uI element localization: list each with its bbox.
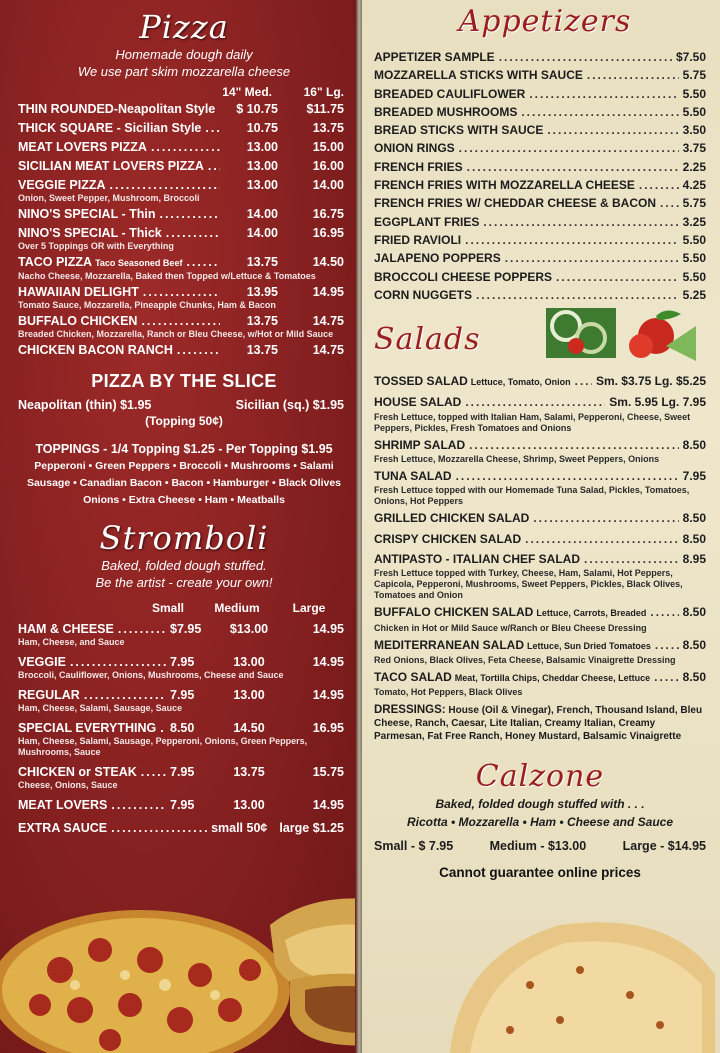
appetizer-row	[374, 268, 706, 286]
col-large: Large	[292, 601, 326, 615]
salad-desc: Fresh Lettuce topped with our Homemade Tuna Salad, Pickles, Tomatoes, Onions, Hot Peppers	[374, 485, 690, 507]
toppings-line: Pepperoni • Green Peppers • Broccoli • Mushrooms • Salami	[34, 460, 334, 472]
appetizer-name: FRENCH FRIES W/ CHEDDAR CHEESE & BACON	[374, 196, 657, 211]
salad-price: Sm. $3.75 Lg. $5.25	[595, 374, 706, 389]
stromboli-row	[18, 654, 350, 671]
dressings-label: DRESSINGS:	[374, 704, 446, 717]
pizza-price-lg: 16.75	[312, 207, 344, 221]
pizza-name: NINO'S SPECIAL - Thin	[18, 207, 156, 221]
pizza-item	[18, 158, 350, 175]
pizza-item	[18, 139, 350, 156]
stromboli-desc: Cheese, Onions, Sauce	[18, 780, 118, 790]
dressings-text: House (Oil & Vinegar), French, Thousand Island, Bleu Cheese, Ranch, Caesar, Lite Italian, Creamy Italian, Creamy Parmesan, Fat Free Ranch, Honey Mustard, Balsamic Vinaigrette	[374, 705, 703, 743]
appetizer-row	[374, 103, 706, 121]
pizza-price-lg: 14.95	[312, 285, 344, 299]
calzone-large: Large - $14.95	[622, 839, 706, 854]
pizza-price-med: 10.75	[246, 121, 278, 135]
salad-item	[374, 636, 706, 666]
salad-name: TUNA SALAD	[374, 469, 452, 484]
slice-neapolitan: Neapolitan (thin) $1.95	[18, 398, 152, 412]
appetizer-name: FRENCH FRIES WITH MOZZARELLA CHEESE	[374, 178, 635, 193]
stromboli-item	[18, 764, 350, 791]
salad-name: TACO SALAD	[374, 669, 452, 684]
dressings	[374, 704, 706, 743]
salad-row	[374, 550, 706, 568]
stromboli-title: Stromboli	[99, 519, 269, 557]
pizza-desc: Tomato Sauce, Mozzarella, Pineapple Chunks, Ham & Bacon	[18, 300, 276, 310]
appetizer-row	[374, 194, 706, 212]
pizza-price-med: 14.00	[246, 226, 278, 240]
stromboli-item	[18, 654, 350, 681]
salad-image	[546, 306, 706, 366]
pizza-price-lg: 14.50	[312, 255, 344, 269]
pizza-name: VEGGIE PIZZA	[18, 178, 106, 192]
pizza-name: MEAT LOVERS PIZZA	[18, 140, 147, 154]
toppings-line: Sausage • Canadian Bacon • Bacon • Hamburger • Black Olives	[26, 477, 342, 489]
salad-desc: Fresh Lettuce, topped with Italian Ham, Salami, Pepperoni, Cheese, Sweet Peppers, Pickles, Fresh Tomatoes and Onions	[374, 411, 691, 433]
stromboli-price-large: 14.95	[312, 798, 344, 812]
stromboli-desc: Ham, Cheese, Salami, Sausage, Sauce	[18, 703, 183, 713]
appetizer-price: 4.25	[682, 178, 706, 193]
stromboli-price-medium: 13.00	[233, 798, 265, 812]
salad-item	[374, 509, 706, 527]
salad-row	[374, 393, 706, 411]
appetizer-name: BREADED CAULIFLOWER	[374, 86, 526, 101]
salad-price: 8.50	[682, 669, 706, 684]
salad-row	[374, 603, 706, 622]
appetizer-row	[374, 121, 706, 139]
pizza-row	[18, 206, 350, 223]
calzone-image	[440, 915, 720, 1053]
stromboli-name: MEAT LOVERS	[18, 798, 108, 812]
stromboli-item	[18, 621, 350, 648]
stromboli-price-small: 7.95	[170, 688, 195, 702]
pizza-price-med: 13.75	[246, 255, 278, 269]
salad-inline-desc: Lettuce, Carrots, Breaded	[536, 608, 647, 619]
appetizer-name: BREADED MUSHROOMS	[374, 104, 518, 119]
slice-title: PIZZA BY THE SLICE	[91, 371, 277, 391]
pizza-size-header	[18, 85, 350, 99]
stromboli-price-large: 15.75	[312, 765, 344, 779]
pizza-name: SICILIAN MEAT LOVERS PIZZA	[18, 159, 204, 173]
pizza-price-lg: 13.75	[312, 121, 344, 135]
pizza-row	[18, 284, 350, 301]
slice-topping: (Topping 50¢)	[145, 414, 223, 428]
appetizer-name: BREAD STICKS WITH SAUCE	[374, 123, 544, 138]
salads-header	[374, 314, 706, 370]
pizza-row	[18, 139, 350, 156]
salad-item	[374, 372, 706, 391]
stromboli-price-large: 14.95	[312, 688, 344, 702]
stromboli-name: VEGGIE	[18, 655, 66, 669]
salad-price: 8.50	[682, 531, 706, 546]
pizza-row	[18, 101, 350, 118]
salad-item	[374, 668, 706, 698]
salad-name: GRILLED CHICKEN SALAD	[374, 511, 530, 526]
stromboli-name: SPECIAL EVERYTHING	[18, 721, 157, 735]
salad-item	[374, 436, 706, 465]
pizza-subtitle-2: We use part skim mozzarella cheese	[77, 64, 291, 79]
salad-item	[374, 550, 706, 601]
stromboli-price-large: 14.95	[312, 655, 344, 669]
appetizer-price: $7.50	[675, 50, 706, 64]
salad-inline-desc: Meat, Tortilla Chips, Cheddar Cheese, Lettuce	[454, 672, 651, 683]
pizza-row	[18, 177, 350, 194]
salad-name: CRISPY CHICKEN SALAD	[374, 531, 522, 546]
pizza-name-note: Taco Seasoned Beef	[95, 258, 183, 268]
appetizer-name: EGGPLANT FRIES	[374, 214, 480, 229]
salad-row	[374, 509, 706, 527]
right-page	[362, 0, 720, 1053]
extra-sauce-large: large $1.25	[279, 821, 344, 835]
appetizer-name: APPETIZER SAMPLE	[374, 50, 495, 64]
appetizer-price: 3.75	[682, 141, 706, 156]
appetizer-row	[374, 231, 706, 249]
pizza-price-lg: 14.75	[312, 343, 344, 357]
pizza-row	[18, 313, 350, 330]
stromboli-subtitle-1: Baked, folded dough stuffed.	[101, 558, 267, 573]
appetizer-price: 5.75	[682, 68, 706, 83]
stromboli-desc: Ham, Cheese, and Sauce	[18, 637, 125, 647]
stromboli-price-small: $7.95	[170, 622, 202, 636]
salad-price: 8.50	[682, 605, 706, 620]
col-med: 14" Med.	[222, 85, 272, 99]
stromboli-list	[18, 621, 350, 814]
pizza-price-med: 13.95	[246, 285, 278, 299]
calzone-subtitle-1: Baked, folded dough stuffed with . . .	[435, 797, 645, 812]
appetizer-price: 5.50	[682, 232, 706, 247]
salad-price: 8.95	[682, 551, 706, 566]
stromboli-row	[18, 687, 350, 704]
appetizer-row	[374, 249, 706, 267]
salad-item	[374, 530, 706, 548]
stromboli-name: REGULAR	[18, 688, 80, 702]
pizza-row	[18, 120, 350, 137]
pizza-name: CHICKEN BACON RANCH	[18, 343, 173, 357]
price-notice: Cannot guarantee online prices	[439, 865, 641, 881]
appetizer-price: 5.50	[682, 251, 706, 266]
salad-desc: Red Onions, Black Olives, Feta Cheese, Balsamic Vinaigrette Dressing	[374, 654, 676, 665]
salad-price: 7.95	[682, 469, 706, 484]
appetizer-price: 5.50	[682, 86, 706, 101]
stromboli-item	[18, 720, 350, 758]
salad-item	[374, 467, 706, 507]
appetizer-price: 5.75	[682, 196, 706, 211]
salad-list	[374, 372, 706, 698]
appetizer-row	[374, 48, 706, 66]
calzone-title: Calzone	[475, 759, 605, 795]
pizza-row	[18, 342, 350, 359]
extra-sauce-row	[18, 820, 350, 837]
pizza-price-med: 13.75	[246, 314, 278, 328]
appetizers-title: Appetizers	[458, 4, 632, 39]
pizza-price-lg: $11.75	[306, 102, 344, 116]
stromboli-size-header	[18, 601, 350, 615]
appetizer-row	[374, 158, 706, 176]
salad-row	[374, 467, 706, 485]
pizza-price-med: 14.00	[246, 207, 278, 221]
stromboli-price-medium: 13.75	[233, 765, 265, 779]
salad-inline-desc: Lettuce, Sun Dried Tomatoes	[527, 640, 651, 651]
stromboli-row	[18, 621, 350, 638]
pizza-item	[18, 120, 350, 137]
appetizer-row	[374, 213, 706, 231]
pizza-desc: Over 5 Toppings OR with Everything	[18, 241, 174, 251]
pizza-price-lg: 14.75	[312, 314, 344, 328]
pizza-price-med: 13.75	[246, 343, 278, 357]
pizza-price-lg: 14.00	[312, 178, 344, 192]
pizza-list	[18, 101, 350, 359]
pizza-price-med: 13.00	[246, 159, 278, 173]
pizza-desc: Breaded Chicken, Mozzarella, Ranch or Bleu Cheese, w/Hot or Mild Sauce	[18, 329, 334, 339]
stromboli-row	[18, 764, 350, 781]
pizza-price-med: 13.00	[246, 178, 278, 192]
salad-row	[374, 436, 706, 454]
salad-desc: Fresh Lettuce topped with Turkey, Cheese, Ham, Salami, Hot Peppers, Capicola, Pepperoni, Mushrooms, Sweet Peppers, Pickles, Black Olives, Tomatoes and Onion	[374, 568, 683, 601]
appetizer-row	[374, 66, 706, 84]
calzone-prices	[374, 839, 706, 853]
stromboli-item	[18, 687, 350, 714]
appetizer-name: FRIED RAVIOLI	[374, 232, 462, 247]
salad-row	[374, 668, 706, 687]
appetizer-price: 5.50	[682, 269, 706, 284]
stromboli-name: CHICKEN or STEAK	[18, 765, 137, 779]
salad-name: TOSSED SALAD	[374, 374, 468, 389]
salad-name: MEDITERRANEAN SALAD	[374, 637, 524, 652]
pizza-row	[18, 254, 350, 272]
stromboli-name: HAM & CHEESE	[18, 622, 114, 636]
appetizer-name: BROCCOLI CHEESE POPPERS	[374, 269, 553, 284]
slice-prices	[18, 398, 350, 412]
appetizer-name: CORN NUGGETS	[374, 287, 473, 302]
stromboli-desc: Broccoli, Cauliflower, Onions, Mushrooms, Cheese and Sauce	[18, 670, 284, 680]
appetizer-list	[374, 48, 706, 304]
stromboli-price-small: 7.95	[170, 765, 195, 779]
pizza-subtitle-1: Homemade dough daily	[115, 47, 253, 62]
slice-sicilian: Sicilian (sq.) $1.95	[235, 398, 344, 412]
pizza-price-lg: 16.95	[312, 226, 344, 240]
salad-desc: Chicken in Hot or Mild Sauce w/Ranch or Bleu Cheese Dressing	[374, 622, 647, 633]
pizza-item	[18, 254, 350, 282]
stromboli-price-medium: 13.00	[233, 655, 265, 669]
salad-item	[374, 603, 706, 633]
pizza-name: THIN ROUNDED-Neapolitan Style	[18, 102, 216, 116]
stromboli-row	[18, 720, 350, 737]
appetizer-price: 3.25	[682, 214, 706, 229]
pizza-item	[18, 342, 350, 359]
stromboli-price-small: 7.95	[170, 798, 195, 812]
appetizer-name: MOZZARELLA STICKS WITH SAUCE	[374, 68, 583, 83]
salad-row	[374, 372, 706, 391]
calzone-medium: Medium - $13.00	[489, 839, 587, 854]
pizza-item	[18, 313, 350, 340]
salad-price: 8.50	[682, 511, 706, 526]
stromboli-subtitle-2: Be the artist - create your own!	[95, 575, 273, 590]
appetizer-price: 3.50	[682, 123, 706, 138]
appetizer-row	[374, 139, 706, 157]
appetizer-row	[374, 286, 706, 304]
salad-name: HOUSE SALAD	[374, 395, 462, 410]
stromboli-desc: Ham, Cheese, Salami, Sausage, Pepperoni, Onions, Green Peppers, Mushrooms, Sauce	[18, 736, 308, 757]
col-small: Small	[151, 601, 184, 615]
pizza-title: Pizza	[139, 8, 229, 46]
appetizer-name: ONION RINGS	[374, 141, 455, 156]
stromboli-price-medium: 14.50	[233, 721, 265, 735]
pizza-price-lg: 16.00	[312, 159, 344, 173]
toppings-line: Onions • Extra Cheese • Ham • Meatballs	[83, 494, 285, 506]
pizza-item	[18, 206, 350, 223]
toppings-title: TOPPINGS - 1/4 Topping $1.25 - Per Topping $1.95	[35, 442, 333, 456]
extra-sauce-small: small 50¢	[211, 821, 268, 835]
salad-price: 8.50	[682, 637, 706, 652]
stromboli-price-medium: 13.00	[233, 688, 265, 702]
pizza-row	[18, 158, 350, 175]
stromboli-price-large: 14.95	[312, 622, 344, 636]
stromboli-price-small: 7.95	[170, 655, 195, 669]
pizza-item	[18, 177, 350, 204]
salad-price: 8.50	[682, 437, 706, 452]
pizza-price-med: $ 10.75	[236, 102, 278, 116]
pizza-price-med: 13.00	[246, 140, 278, 154]
appetizer-row	[374, 176, 706, 194]
salad-row	[374, 636, 706, 655]
extra-sauce-label: EXTRA SAUCE	[18, 821, 108, 835]
appetizer-price: 2.25	[682, 159, 706, 174]
stromboli-row	[18, 797, 350, 814]
pizza-desc: Nacho Cheese, Mozzarella, Baked then Topped w/Lettuce & Tomatoes	[18, 271, 316, 281]
pizza-price-lg: 15.00	[312, 140, 344, 154]
salad-desc: Fresh Lettuce, Mozzarella Cheese, Shrimp, Sweet Peppers, Onions	[374, 454, 660, 465]
salads-title: Salads	[374, 322, 481, 358]
stromboli-item	[18, 797, 350, 814]
salad-item	[374, 393, 706, 433]
appetizer-price: 5.25	[682, 287, 706, 302]
appetizer-name: JALAPENO POPPERS	[374, 251, 501, 266]
pizza-name: TACO PIZZA	[18, 255, 93, 269]
appetizer-name: FRENCH FRIES	[374, 159, 463, 174]
stromboli-price-medium: $13.00	[229, 622, 269, 636]
pizza-desc: Onion, Sweet Pepper, Mushroom, Broccoli	[18, 193, 200, 203]
pizza-item	[18, 225, 350, 252]
salad-price: Sm. 5.95 Lg. 7.95	[609, 395, 706, 410]
calzone-small: Small - $ 7.95	[374, 839, 454, 854]
pizza-name: THICK SQUARE - Sicilian Style	[18, 121, 202, 135]
salad-row	[374, 530, 706, 548]
pizza-name: BUFFALO CHICKEN	[18, 314, 138, 328]
pizza-name: HAWAIIAN DELIGHT	[18, 285, 139, 299]
salad-name: SHRIMP SALAD	[374, 437, 466, 452]
salad-name: ANTIPASTO - ITALIAN CHEF SALAD	[374, 551, 580, 566]
pizza-item	[18, 284, 350, 311]
col-lg: 16" Lg.	[303, 85, 344, 99]
salad-name: BUFFALO CHICKEN SALAD	[374, 605, 534, 620]
calzone-subtitle-2: Ricotta • Mozzarella • Ham • Cheese and Sauce	[406, 815, 674, 830]
col-medium: Medium	[214, 601, 260, 615]
pizza-item	[18, 101, 350, 118]
salad-inline-desc: Lettuce, Tomato, Onion	[470, 377, 571, 388]
pizza-name: NINO'S SPECIAL - Thick	[18, 226, 162, 240]
stromboli-price-large: 16.95	[312, 721, 344, 735]
appetizer-row	[374, 85, 706, 103]
pizza-row	[18, 225, 350, 242]
appetizer-price: 5.50	[682, 104, 706, 119]
toppings-list	[18, 458, 350, 509]
stromboli-price-small: 8.50	[170, 721, 195, 735]
salad-desc: Tomato, Hot Peppers, Black Olives	[374, 687, 523, 698]
